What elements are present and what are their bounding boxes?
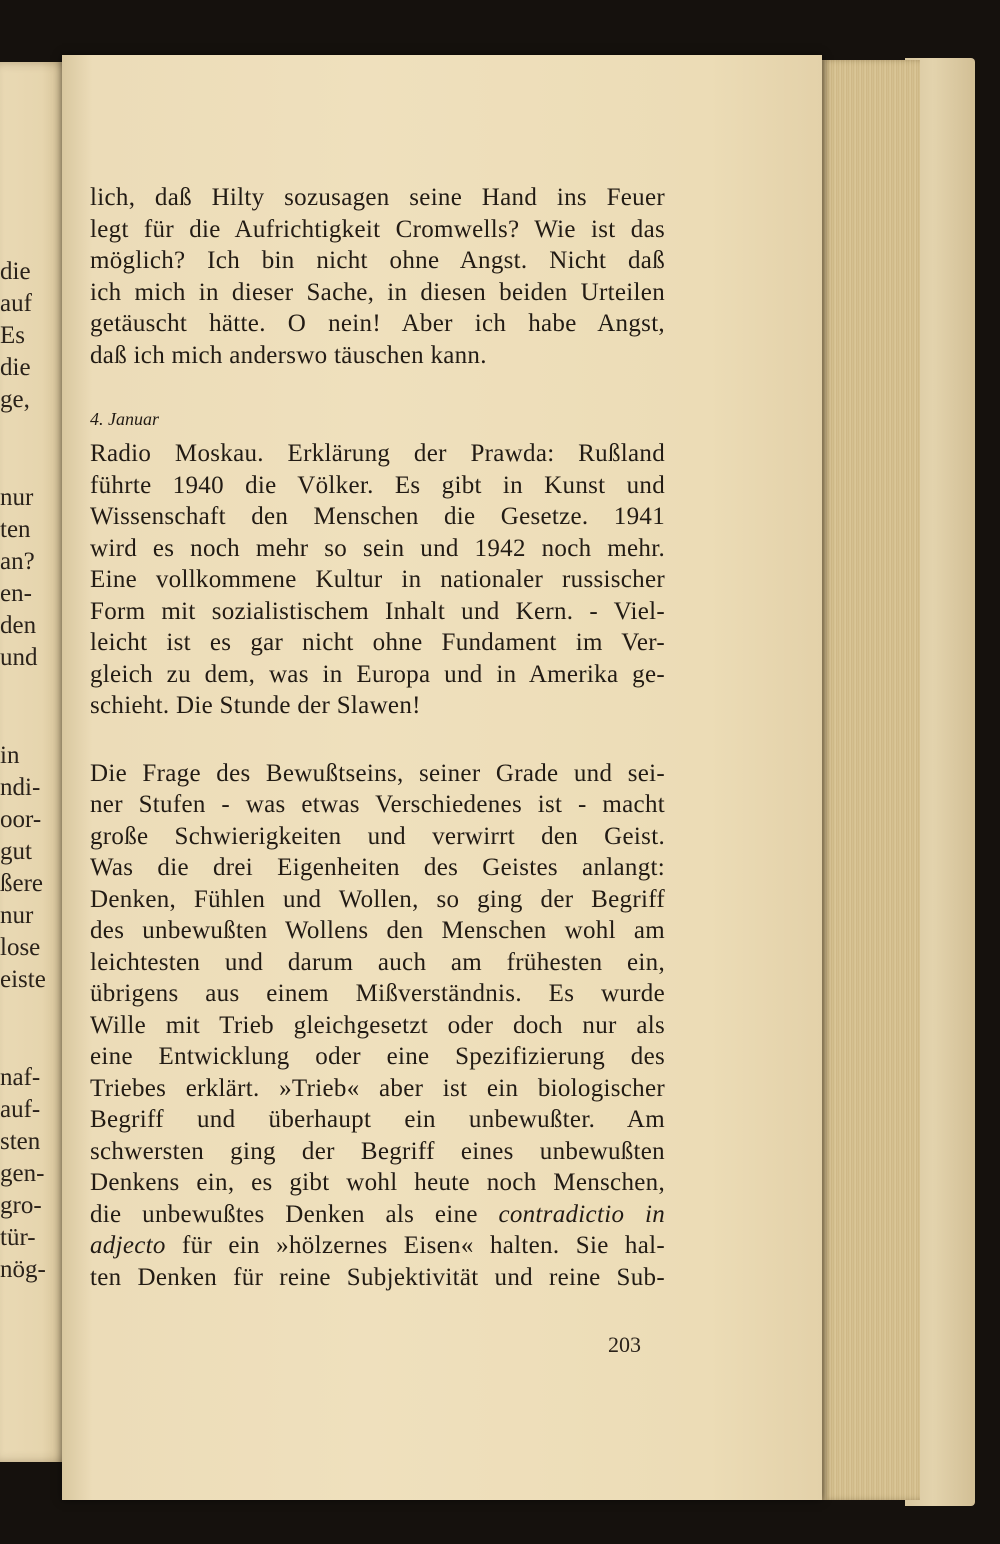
text-line: wird es noch mehr so sein und 1942 noch mehr. — [90, 534, 665, 562]
text-line: ner Stufen - was etwas Verschiedenes ist - macht — [90, 791, 665, 818]
text-line: Form mit sozialistischem Inhalt und Kern. - Viel- — [90, 597, 665, 625]
left-page-fragment: ndi- — [0, 774, 41, 801]
left-page-fragment: den — [0, 612, 37, 639]
text-line: Eine vollkommene Kultur in nationaler russischer — [90, 566, 665, 593]
left-page-fragment: Es — [0, 322, 25, 349]
text-line: des unbewußten Wollens den Menschen wohl am — [90, 917, 665, 944]
left-page-fragment: die — [0, 258, 31, 285]
text-line: daß ich mich anderswo täuschen kann. — [90, 341, 487, 369]
paragraph-gap — [90, 722, 665, 758]
text-line: Radio Moskau. Erklärung der Prawda: Rußland — [90, 440, 665, 467]
text-line: Was die drei Eigenheiten des Geistes anlangt: — [90, 854, 665, 881]
left-page-fragment: die — [0, 354, 31, 381]
left-facing-page — [0, 62, 70, 1462]
page-number: 203 — [608, 1332, 641, 1357]
left-page-fragment: en- — [0, 580, 32, 607]
left-page-fragment: auf- — [0, 1096, 41, 1123]
text-line: legt für die Aufrichtigkeit Cromwells? Wie ist das — [90, 215, 665, 243]
italic-text-run: contradictio in — [498, 1200, 665, 1228]
text-line: Wissenschaft den Menschen die Gesetze. 1941 — [90, 503, 665, 530]
left-page-fragment: gro- — [0, 1192, 42, 1219]
left-page-fragment: tür- — [0, 1224, 36, 1251]
left-page-fragment: ten — [0, 516, 31, 543]
left-page-fragment: an? — [0, 548, 35, 575]
left-page-fragment: nur — [0, 902, 34, 929]
page-text — [90, 182, 665, 1293]
text-line — [90, 1199, 665, 1231]
left-page-fragment: gut — [0, 838, 32, 865]
text-line: große Schwierigkeiten und verwirrt den Geist. — [90, 822, 665, 850]
left-page-fragment: ßere — [0, 870, 44, 897]
text-line: möglich? Ich bin nicht ohne Angst. Nicht daß — [90, 247, 665, 274]
paragraph-3 — [90, 758, 665, 1294]
text-line: schwersten ging der Begriff eines unbewußten — [90, 1137, 665, 1165]
text-line: Die Frage des Bewußtseins, seiner Grade und sei- — [90, 759, 665, 787]
text-line: gleich zu dem, was in Europa und in Amerika ge- — [90, 660, 665, 688]
text-line: lich, daß Hilty sozusagen seine Hand ins Feuer — [90, 184, 665, 211]
text-run: für ein »hölzernes Eisen« halten. Sie hal- — [165, 1232, 665, 1259]
text-line: Triebes erklärt. »Trieb« aber ist ein biologischer — [90, 1074, 665, 1102]
left-page-fragment: oor- — [0, 806, 42, 833]
text-line: ich mich in dieser Sache, in diesen beiden Urteilen — [90, 278, 665, 306]
text-line — [90, 1230, 665, 1262]
text-line: Begriff und überhaupt ein unbewußter. Am — [90, 1106, 665, 1133]
paragraph-1 — [90, 182, 665, 371]
left-page-fragment: gen- — [0, 1160, 45, 1187]
left-page-fragment: nög- — [0, 1256, 46, 1283]
date-heading: 4. Januar — [90, 409, 159, 429]
text-line: ten Denken für reine Subjektivität und reine Sub- — [90, 1263, 665, 1291]
text-line: getäuscht hätte. O nein! Aber ich habe Angst, — [90, 310, 665, 337]
left-page-fragment: ge, — [0, 386, 30, 413]
left-page-fragment: nur — [0, 484, 34, 511]
left-page-fragment: und — [0, 644, 38, 671]
text-line: Wille mit Trieb gleichgesetzt oder doch nur als — [90, 1011, 665, 1039]
text-line: führte 1940 die Völker. Es gibt in Kunst und — [90, 471, 665, 499]
text-line: eine Entwicklung oder eine Spezifizierung des — [90, 1043, 665, 1070]
text-line: leicht ist es gar nicht ohne Fundament im Ver- — [90, 629, 665, 656]
text-line: schieht. Die Stunde der Slawen! — [90, 692, 421, 719]
left-page-fragment: lose — [0, 934, 41, 961]
left-page-fragment: in — [0, 742, 20, 769]
text-line: Denken, Fühlen und Wollen, so ging der Begriff — [90, 885, 665, 913]
text-line: leichtesten und darum auch am frühesten ein, — [90, 948, 665, 976]
paragraph-2 — [90, 438, 665, 722]
text-line: übrigens aus einem Mißverständnis. Es wurde — [90, 980, 665, 1007]
left-page-fragment: auf — [0, 290, 32, 317]
text-run: die unbewußtes Denken als eine — [90, 1200, 499, 1228]
italic-text-run: adjecto — [90, 1232, 166, 1259]
page-edges — [822, 60, 920, 1500]
left-page-fragment: sten — [0, 1128, 41, 1155]
left-page-fragment: naf- — [0, 1064, 41, 1091]
left-page-fragment: eiste — [0, 966, 46, 993]
text-line: Denkens ein, es gibt wohl heute noch Menschen, — [90, 1169, 665, 1196]
